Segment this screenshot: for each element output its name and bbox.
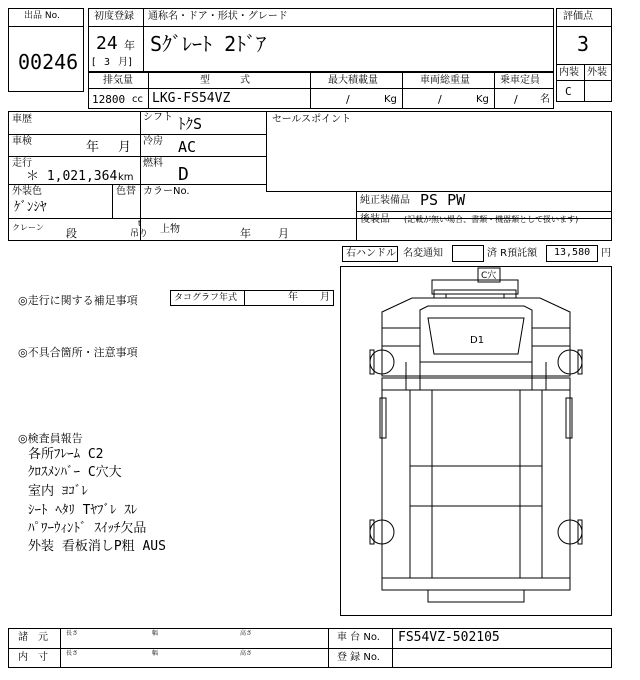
displacement-label: 排気量 (103, 75, 133, 86)
registration-month-bracket: [ (92, 57, 96, 68)
gross-weight-unit: Kg (476, 94, 489, 105)
mileage-label: 走行 (12, 158, 32, 169)
color-change-label: 色替 (116, 186, 136, 197)
mileage-supplement-label: ◎走行に関する補足事項 (18, 294, 138, 307)
chassis-number-label: 車 台 No. (337, 632, 380, 643)
mileage-value: ＊ 1,021,364 (26, 169, 118, 184)
inspector-line: ｼｰﾄ ﾍﾀﾘ Tﾔﾌﾞﾚ ｽﾚ (28, 503, 138, 518)
body-month-unit: 月 (278, 227, 289, 240)
aircon-value: AC (178, 138, 197, 156)
model-code-label: 型 式 (200, 75, 250, 86)
registration-month: 3 (104, 57, 111, 68)
model-name: Sｸﾞﾚｰﾄ 2ﾄﾞｱ (150, 32, 267, 56)
crane-label: クレーン (12, 223, 44, 232)
max-load-slash: / (346, 93, 350, 106)
body-label: 上物 (160, 224, 180, 235)
inspection-year-unit: 年 (86, 140, 100, 155)
mileage-unit: km (118, 172, 134, 183)
inspector-line: 各所ﾌﾚｰﾑ C2 (28, 447, 104, 462)
inspector-report-label: ◎検査員報告 (18, 432, 83, 445)
inspection-month-unit: 月 (118, 140, 132, 155)
crane-ton-unit: t (138, 219, 142, 228)
aircon-label: 冷房 (143, 136, 163, 147)
fuel-label: 燃料 (143, 158, 163, 169)
recycle-amount: 13,580 (554, 247, 591, 258)
shift-value: ﾄｸS (178, 115, 203, 133)
fuel-value: D (178, 164, 189, 185)
exterior-color: ｹﾞﾝｼﾔ (14, 200, 47, 215)
damage-mark-top: C穴 (481, 271, 497, 281)
capacity-label: 乗車定員 (500, 75, 540, 86)
sales-point-label: セールスポイント (272, 114, 352, 125)
exterior-color-label: 外装色 (12, 186, 42, 197)
damage-mark-cab: D1 (470, 335, 485, 346)
max-load-label: 最大積載量 (328, 75, 378, 86)
history-label: 車歴 (12, 114, 32, 125)
first-registration-label: 初度登録 (94, 11, 134, 22)
score-label: 評価点 (563, 11, 593, 22)
steering-side: 右ハンドル (346, 248, 396, 259)
body-year-unit: 年 (240, 227, 251, 240)
capacity-slash: / (514, 93, 518, 106)
registration-number-label: 登 録 No. (337, 652, 380, 663)
inspector-line: 室内 ﾖｺﾞﾚ (28, 484, 88, 499)
displacement-value: 12800 (92, 93, 126, 106)
width-label: 幅 (152, 630, 159, 637)
interior-score: C (565, 85, 572, 98)
specs-row-label: 諸 元 (18, 632, 48, 643)
chassis-number: FS54VZ-502105 (398, 630, 500, 645)
registration-year: 24 (96, 33, 118, 54)
tachograph-year-unit: 年 (288, 292, 298, 303)
color-code-label: カラーNo. (143, 186, 190, 197)
aftermarket-note: (記載が無い場合、書類・機器類として扱います) (404, 215, 579, 224)
length-label: 長さ (66, 630, 79, 637)
model-name-label: 通称名・ドア・形状・グレード (148, 11, 288, 22)
gross-weight-slash: / (438, 93, 442, 106)
inspection-label: 車検 (12, 136, 32, 147)
crane-steps-unit: 段 (66, 227, 77, 240)
registration-month-unit: 月] (118, 57, 132, 68)
gross-weight-label: 車両総重量 (420, 75, 470, 86)
displacement-unit: cc (132, 94, 143, 105)
inspector-line: ﾊﾟﾜｰｳｨﾝﾄﾞ ｽｲｯﾁ欠品 (28, 521, 147, 536)
recycle-label: 済 R預託額 (487, 248, 538, 259)
name-change-box (452, 245, 484, 262)
vehicle-diagram (340, 266, 612, 616)
inner-length-label: 長さ (66, 650, 79, 657)
registration-year-unit: 年 (124, 39, 135, 52)
tachograph-label: タコグラフ年式 (174, 293, 238, 303)
name-change-label: 名変通知 (403, 248, 443, 259)
tachograph-month-unit: 月 (320, 292, 330, 303)
aftermarket-label: 後装品 (360, 214, 390, 225)
inner-width-label: 幅 (152, 650, 159, 657)
genuine-equipment-label: 純正装備品 (360, 195, 410, 206)
inspector-line: 外装 看板消しP粗 AUS (28, 539, 166, 554)
defects-label: ◎不具合箇所・注意事項 (18, 346, 138, 359)
model-code: LKG-FS54VZ (152, 91, 231, 106)
lot-number: 00246 (18, 50, 79, 74)
inspector-line: ｸﾛｽﾒﾝﾊﾞｰ C穴大 (28, 465, 122, 480)
capacity-unit: 名 (540, 94, 550, 105)
recycle-unit: 円 (601, 248, 611, 259)
lot-number-label: 出品 No. (24, 11, 60, 21)
inner-dimensions-label: 内 寸 (18, 652, 48, 663)
interior-label: 内装 (559, 67, 579, 78)
overall-score: 3 (577, 32, 590, 56)
crane-hook-label: 吊り (130, 229, 149, 239)
inner-height-label: 高さ (240, 650, 253, 657)
shift-label: シフト (143, 112, 173, 123)
max-load-unit: Kg (384, 94, 397, 105)
height-label: 高さ (240, 630, 253, 637)
exterior-label: 外装 (587, 67, 607, 78)
genuine-equipment: PS PW (420, 191, 466, 209)
